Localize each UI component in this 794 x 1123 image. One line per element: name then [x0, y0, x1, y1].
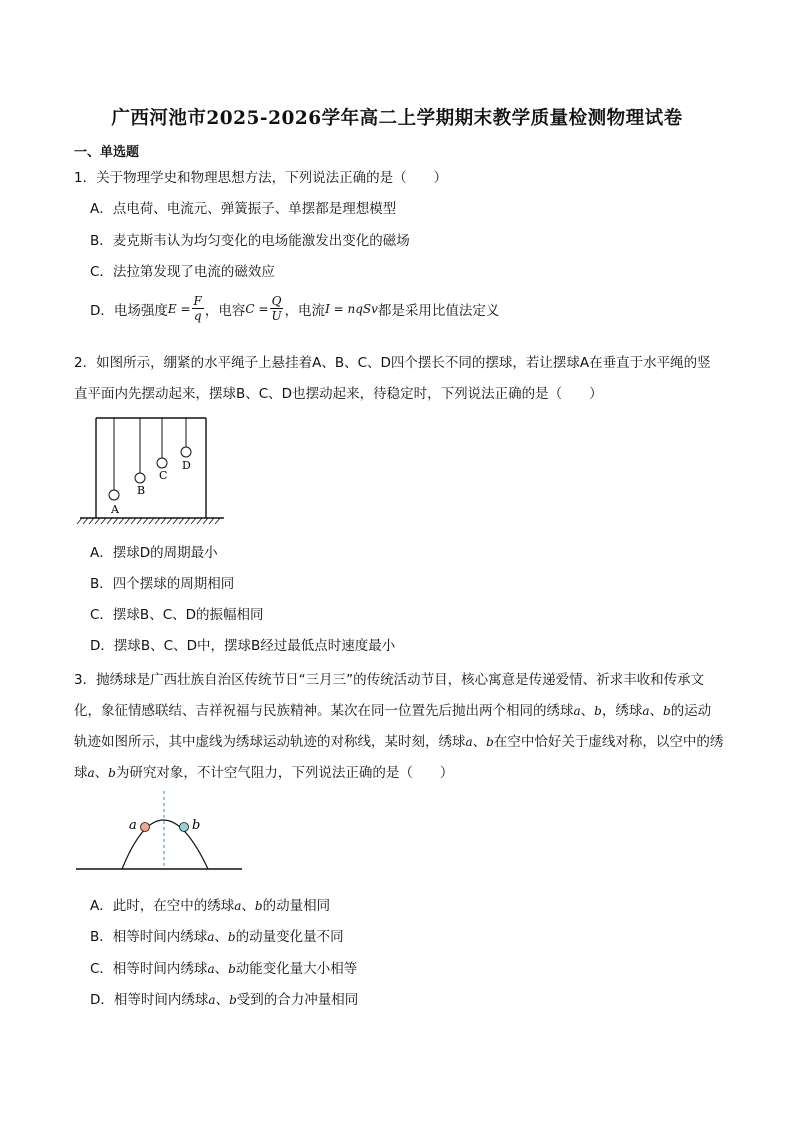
hatch-mark [209, 518, 214, 524]
formula-e-denominator: q [193, 309, 202, 323]
q3-b-post: 的动量变化量不同 [235, 929, 344, 945]
section-heading: 一、单选题 [74, 145, 140, 160]
hatch-mark [131, 518, 136, 524]
var-a: a [573, 704, 581, 718]
q3-sep: 、 [214, 929, 228, 945]
q3-sep: 、 [214, 961, 229, 977]
q3-stem-part3: 的运动轨迹如图所示，其中虚线为绣球运动轨迹的对称线，某时刻，绣球 [74, 703, 712, 750]
pendulum-c [157, 418, 167, 482]
hatch-mark [113, 518, 118, 524]
q3-b-pre: B．相等时间内绣球 [90, 929, 208, 945]
q3-stem-part2: ，绣球 [601, 703, 643, 719]
var-b: b [228, 962, 236, 976]
pendulum-label-b: B [137, 484, 146, 497]
ball-label-a: a [129, 818, 137, 833]
formula-c-numerator: Q [271, 294, 282, 308]
pendulum-label-c: C [159, 469, 168, 482]
q3-stem-part1: 3．抛绣球是广西壮族自治区传统节日“三月三”的传统活动节目，核心寓意是传递爱情、祈求丰收和传承文化，象征情感联结、吉祥祝福与民族精神。某次在同一位置先后抛出两个相同的绣球 [74, 672, 705, 719]
var-a: a [207, 930, 215, 944]
var-a: a [234, 899, 242, 913]
pendulum-label-d: D [182, 459, 191, 472]
q2-option-c: C．摆球B、C、D的振幅相同 [90, 607, 264, 623]
var-a: a [87, 766, 95, 780]
hatch-mark [107, 518, 112, 524]
ground-hatch [77, 518, 224, 524]
q3-option-a [90, 894, 330, 914]
q1-d-prefix: D．电场强度 [90, 302, 168, 319]
ball-a [141, 823, 150, 832]
q1-stem: 1．关于物理学史和物理思想方法，下列说法正确的是（ ） [74, 170, 448, 186]
var-b: b [663, 704, 671, 718]
exam-title: 广西河池市2025-2026学年高二上学期期末教学质量检测物理试卷 [111, 108, 683, 129]
q3-stem [74, 665, 724, 789]
var-b: b [594, 704, 602, 718]
q1-option-b: B．麦克斯韦认为均匀变化的电场能激发出变化的磁场 [90, 233, 410, 249]
ball-label-b: b [192, 818, 201, 833]
q2-stem: 2．如图所示，绷紧的水平绳子上悬挂着A、B、C、D四个摆长不同的摆球，若让摆球A在垂直于水平绳的竖直平面内先摆动起来，摆球B、C、D也摆动起来，待稳定时，下列说法正确的是（ ） [74, 355, 711, 402]
formula-e-numerator: F [193, 294, 202, 308]
q3-sep: 、 [215, 992, 230, 1008]
q1-d-mid2: ，电流 [284, 302, 326, 319]
hatch-mark [95, 518, 100, 524]
formula-c-denominator: U [271, 309, 282, 323]
hatch-mark [191, 518, 196, 524]
q3-option-b [90, 925, 344, 945]
hatch-mark [119, 518, 124, 524]
q1-option-d [90, 294, 499, 323]
q3-c-post: 动能变化量大小相等 [235, 961, 358, 977]
formula-c-lhs: C = [245, 301, 269, 316]
projectile-figure [74, 785, 244, 880]
q3-a-pre: A．此时，在空中的绣球 [90, 898, 235, 914]
pendulum-d [181, 418, 191, 472]
q1-d-suffix: 都是采用比值法定义 [377, 302, 500, 319]
formula-e-lhs: E = [167, 301, 191, 316]
q2-option-b: B．四个摆球的周期相同 [90, 576, 235, 592]
pendulum-figure [74, 410, 234, 530]
pendulum-label-a: A [111, 503, 119, 516]
q3-d-post: 受到的合力冲量相同 [236, 992, 359, 1008]
hatch-mark [89, 518, 94, 524]
hatch-mark [179, 518, 184, 524]
formula-i: I = nqSv [325, 301, 378, 316]
q1-option-c: C．法拉第发现了电流的磁效应 [90, 264, 275, 280]
var-a: a [207, 962, 215, 976]
q2-option-d: D．摆球B、C、D中，摆球B经过最低点时速度最小 [90, 638, 396, 654]
hatch-mark [83, 518, 88, 524]
q3-option-d [90, 988, 358, 1008]
q3-a-post: 的动量相同 [262, 898, 331, 914]
pendulum-b [135, 418, 145, 497]
formula-e-fraction [192, 294, 204, 323]
hatch-mark [125, 518, 130, 524]
var-a: a [208, 993, 216, 1007]
hatch-mark [185, 518, 190, 524]
var-b: b [254, 899, 263, 913]
q3-sep: 、 [649, 703, 663, 719]
hatch-mark [77, 518, 82, 524]
q3-option-c [90, 957, 357, 977]
hatch-mark [149, 518, 154, 524]
hatch-mark [101, 518, 106, 524]
q3-sep: 、 [241, 898, 255, 914]
q3-sep: 、 [94, 765, 109, 781]
q3-stem-part5: 为研究对象，不计空气阻力，下列说法正确的是（ ） [115, 765, 454, 781]
hatch-mark [173, 518, 178, 524]
var-b: b [229, 993, 237, 1007]
var-b: b [108, 766, 116, 780]
hatch-mark [215, 518, 220, 524]
ball-b [180, 823, 189, 832]
q1-d-mid1: ，电容 [204, 302, 246, 319]
hatch-mark [161, 518, 166, 524]
var-b: b [227, 930, 236, 944]
var-b: b [486, 735, 494, 749]
hatch-mark [155, 518, 160, 524]
q2-option-a: A．摆球D的周期最小 [90, 545, 218, 561]
q3-sep: 、 [580, 703, 595, 719]
hatch-mark [197, 518, 202, 524]
hatch-mark [203, 518, 208, 524]
var-a: a [465, 735, 473, 749]
pendulum-a [109, 418, 120, 516]
q3-c-pre: C．相等时间内绣球 [90, 961, 208, 977]
formula-c-fraction [269, 294, 283, 323]
var-a: a [642, 704, 650, 718]
hatch-mark [137, 518, 142, 524]
q3-d-pre: D．相等时间内绣球 [90, 992, 209, 1008]
hatch-mark [143, 518, 148, 524]
q3-sep: 、 [472, 734, 487, 750]
q1-option-a: A．点电荷、电流元、弹簧振子、单摆都是理想模型 [90, 201, 397, 217]
q3-stem-part4: 在空中恰好关于虚线对称，以空中的绣球 [74, 734, 724, 781]
hatch-mark [167, 518, 172, 524]
